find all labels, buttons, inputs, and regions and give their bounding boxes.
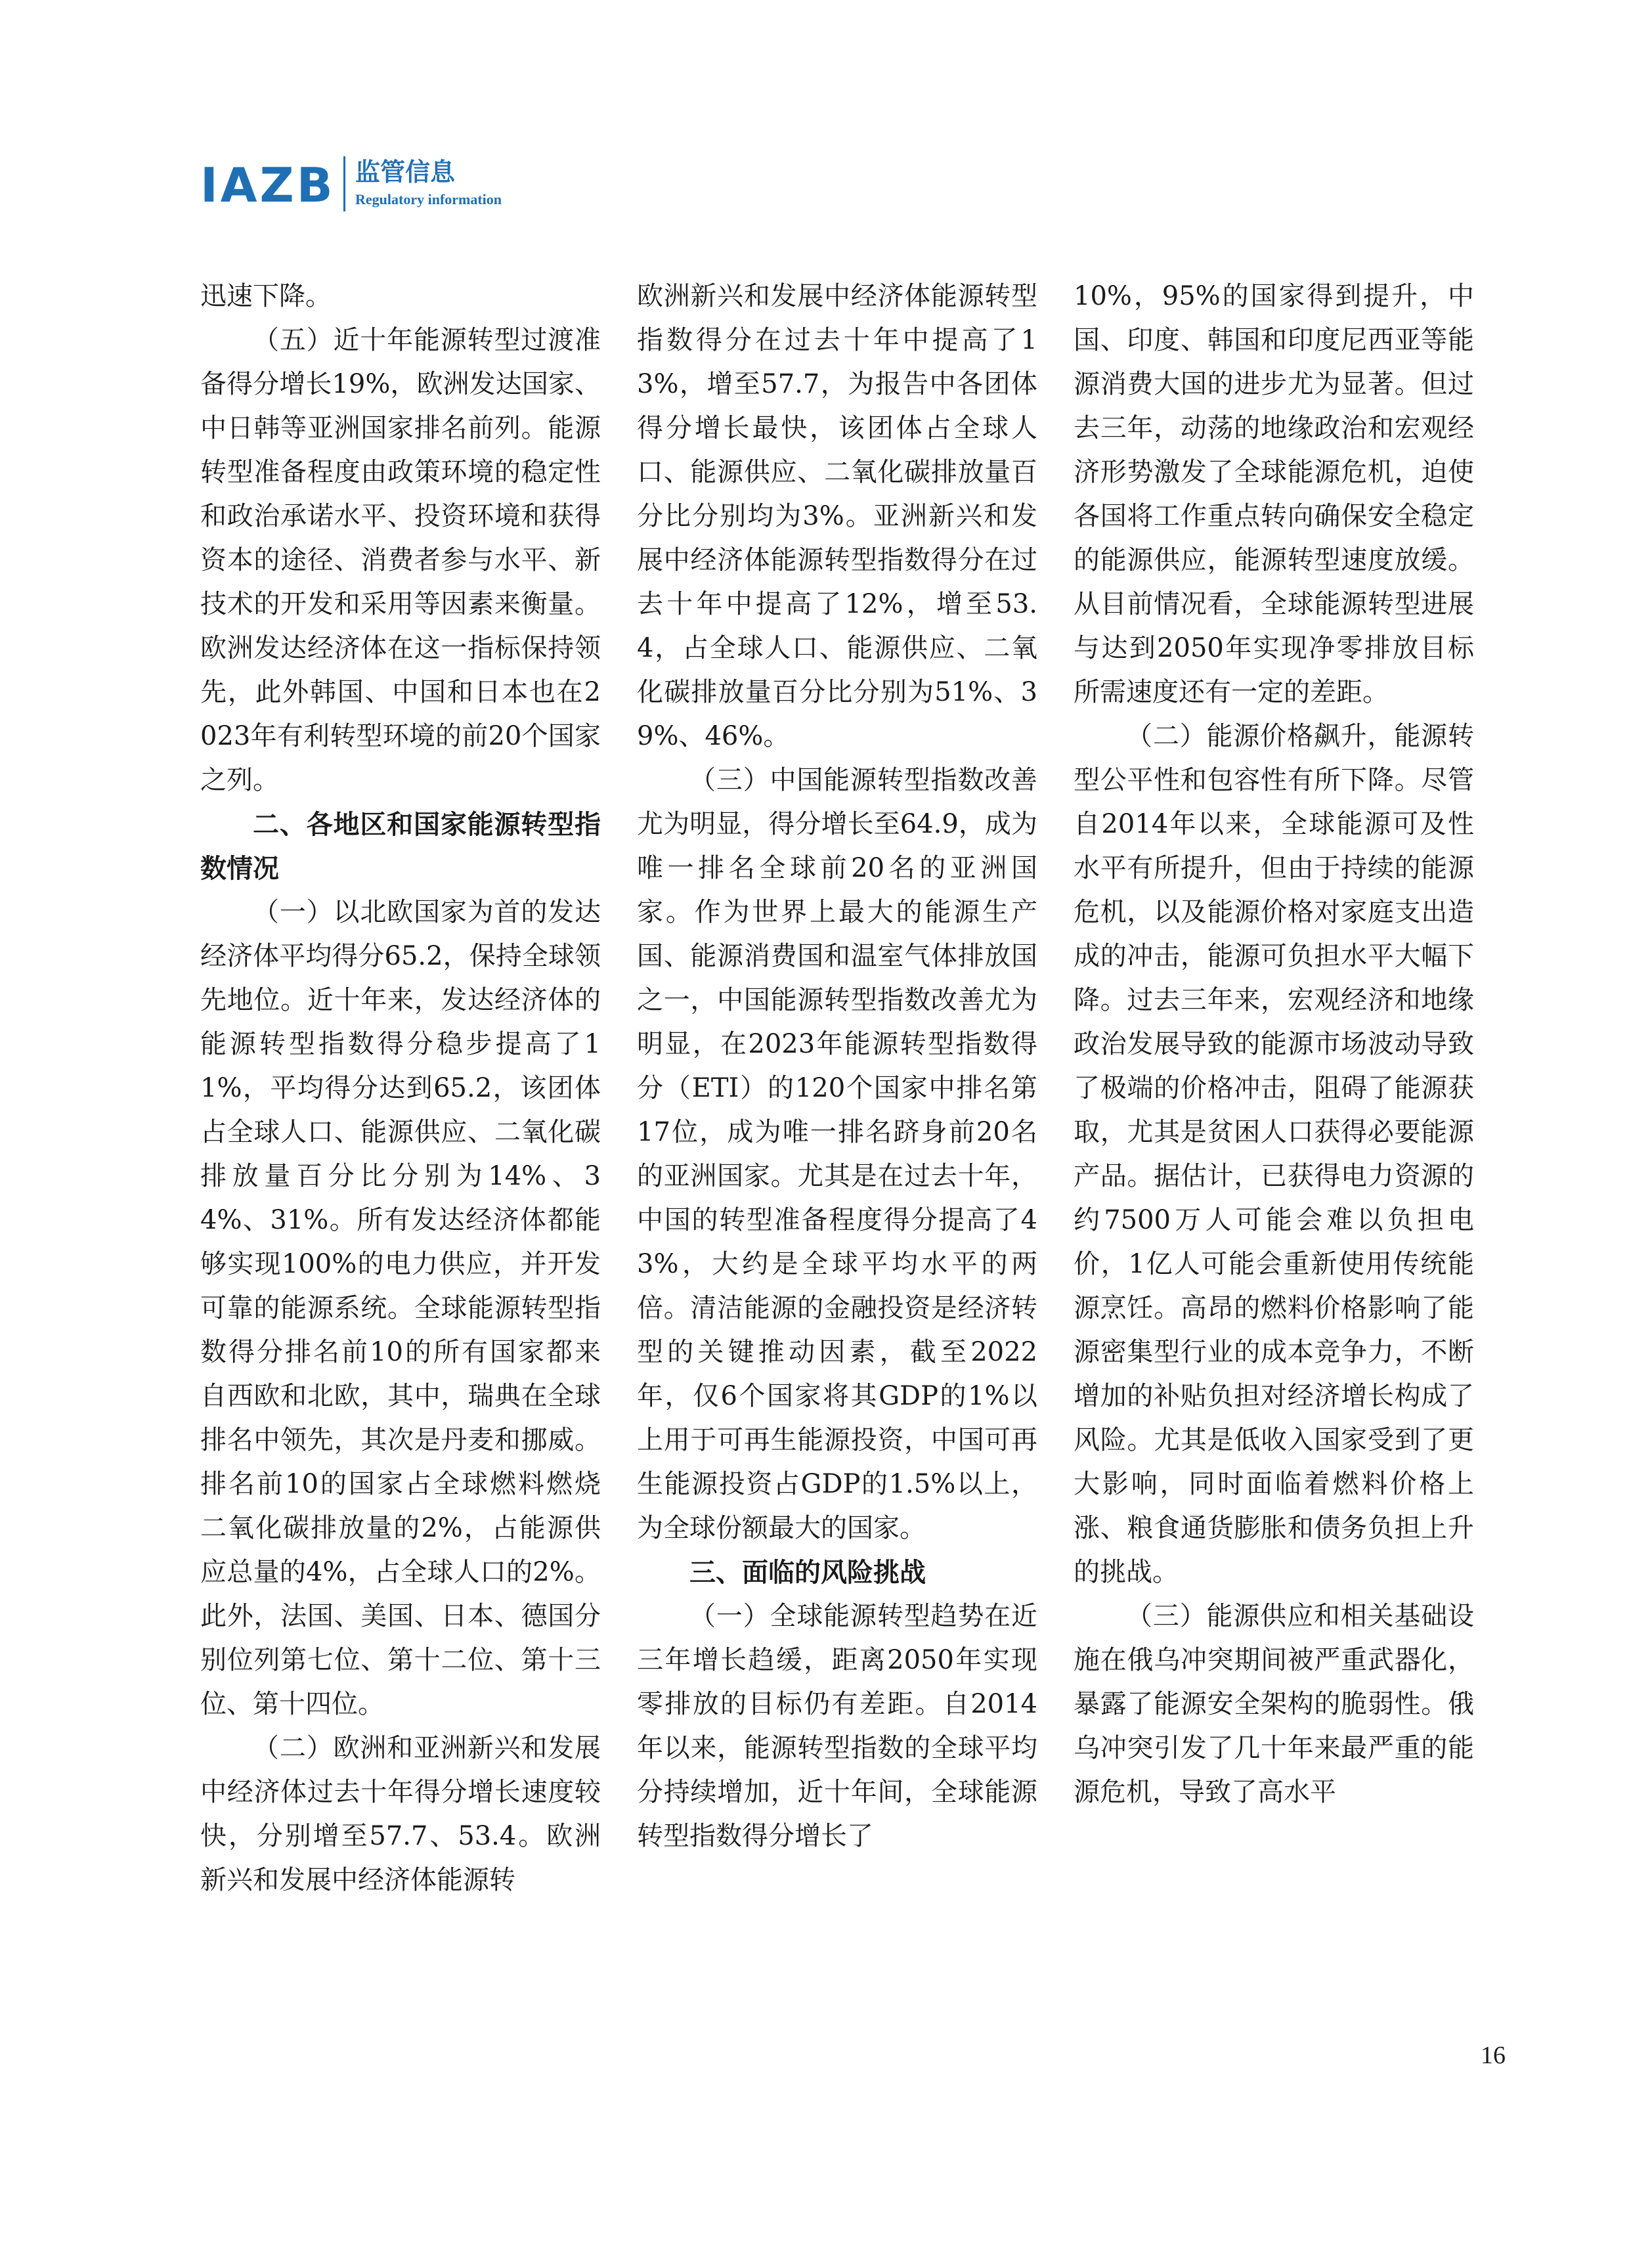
section-heading: 三、面临的风险挑战 (689, 1557, 926, 1588)
body-paragraph: 欧洲新兴和发展中经济体能源转型指数得分在过去十年中提高了13%，增至57.7，为报告中各团体得分增长最快，该团体占全球人口、能源供应、二氧化碳排放量百分比分别均为3%。亚洲新兴和发展中经济体能源转型指数得分在过去十年中提高了12%，增至53.4，占全球人口、能源供应、二氧化碳排放量百分比分别为51%、39%、46%。 (637, 281, 1037, 751)
body-paragraph: 10%，95%的国家得到提升，中国、印度、韩国和印度尼西亚等能源消费大国的进步尤为显著。但过去三年，动荡的地缘政治和宏观经济形势激发了全球能源危机，迫使各国将工作重点转向确保安全稳定的能源供应，能源转型速度放缓。从目前情况看，全球能源转型进展与达到2050年实现净零排放目标所需速度还有一定的差距。 (1074, 281, 1474, 707)
section-heading: 二、各地区和国家能源转型指数情况 (200, 809, 601, 884)
page-number: 16 (1481, 2042, 1506, 2069)
body-paragraph: （三）中国能源转型指数改善尤为明显，得分增长至64.9，成为唯一排名全球前20名的亚洲国家。作为世界上最大的能源生产国、能源消费国和温室气体排放国之一，中国能源转型指数改善尤为明显，在2023年能源转型指数得分（ETI）的120个国家中排名第17位，成为唯一排名跻身前20名的亚洲国家。尤其是在过去十年，中国的转型准备程度得分提高了43%，大约是全球平均水平的两倍。清洁能源的金融投资是经济转型的关键推动因素，截至2022年，仅6个国家将其GDP的1%以上用于可再生能源投资，中国可再生能源投资占GDP的1.5%以上，为全球份额最大的国家。 (637, 765, 1037, 1543)
header-divider (343, 156, 345, 211)
section-title-en: Regulatory information (355, 191, 502, 208)
body-paragraph: （一）以北欧国家为首的发达经济体平均得分65.2，保持全球领先地位。近十年来，发达经济体的能源转型指数得分稳步提高了11%，平均得分达到65.2，该团体占全球人口、能源供应、二氧化碳排放量百分比分别为14%、34%、31%。所有发达经济体都能够实现100%的电力供应，并开发可靠的能源系统。全球能源转型指数得分排名前10的所有国家都来自西欧和北欧，其中，瑞典在全球排名中领先，其次是丹麦和挪威。排名前10的国家占全球燃料燃烧二氧化碳排放量的2%，占能源供应总量的4%，占全球人口的2%。此外，法国、美国、日本、德国分别位列第七位、第十二位、第十三位、第十四位。 (200, 897, 601, 1719)
section-title-cn: 监管信息 (355, 158, 456, 186)
body-paragraph: （二）能源价格飙升，能源转型公平性和包容性有所下降。尽管自2014年以来，全球能源可及性水平有所提升，但由于持续的能源危机，以及能源价格对家庭支出造成的冲击，能源可负担水平大幅下降。过去三年来，宏观经济和地缘政治发展导致的能源市场波动导致了极端的价格冲击，阻碍了能源获取，尤其是贫困人口获得必要能源产品。据估计，已获得电力资源的约7500万人可能会难以负担电价，1亿人可能会重新使用传统能源烹饪。高昂的燃料价格影响了能源密集型行业的成本竞争力，不断增加的补贴负担对经济增长构成了风险。尤其是低收入国家受到了更大影响，同时面临着燃料价格上涨、粮食通货膨胀和债务负担上升的挑战。 (1074, 721, 1474, 1587)
text-column-3 (1074, 274, 1474, 1814)
body-paragraph: （一）全球能源转型趋势在近三年增长趋缓，距离2050年实现零排放的目标仍有差距。自2014年以来，能源转型指数的全球平均分持续增加，近十年间，全球能源转型指数得分增长了 (637, 1601, 1037, 1851)
body-paragraph: 迅速下降。 (200, 281, 332, 311)
text-column-1 (200, 274, 601, 1902)
iazb-logo: IAZB (200, 158, 336, 213)
text-column-2 (637, 274, 1037, 1858)
body-paragraph: （二）欧洲和亚洲新兴和发展中经济体过去十年得分增长速度较快，分别增至57.7、53.4。欧洲新兴和发展中经济体能源转 (200, 1733, 601, 1895)
body-paragraph: （三）能源供应和相关基础设施在俄乌冲突期间被严重武器化，暴露了能源安全架构的脆弱性。俄乌冲突引发了几十年来最严重的能源危机，导致了高水平 (1074, 1601, 1474, 1807)
body-paragraph: （五）近十年能源转型过渡准备得分增长19%，欧洲发达国家、中日韩等亚洲国家排名前列。能源转型准备程度由政策环境的稳定性和政治承诺水平、投资环境和获得资本的途径、消费者参与水平、新技术的开发和采用等因素来衡量。欧洲发达经济体在这一指标保持领先，此外韩国、中国和日本也在2023年有利转型环境的前20个国家之列。 (200, 325, 601, 795)
